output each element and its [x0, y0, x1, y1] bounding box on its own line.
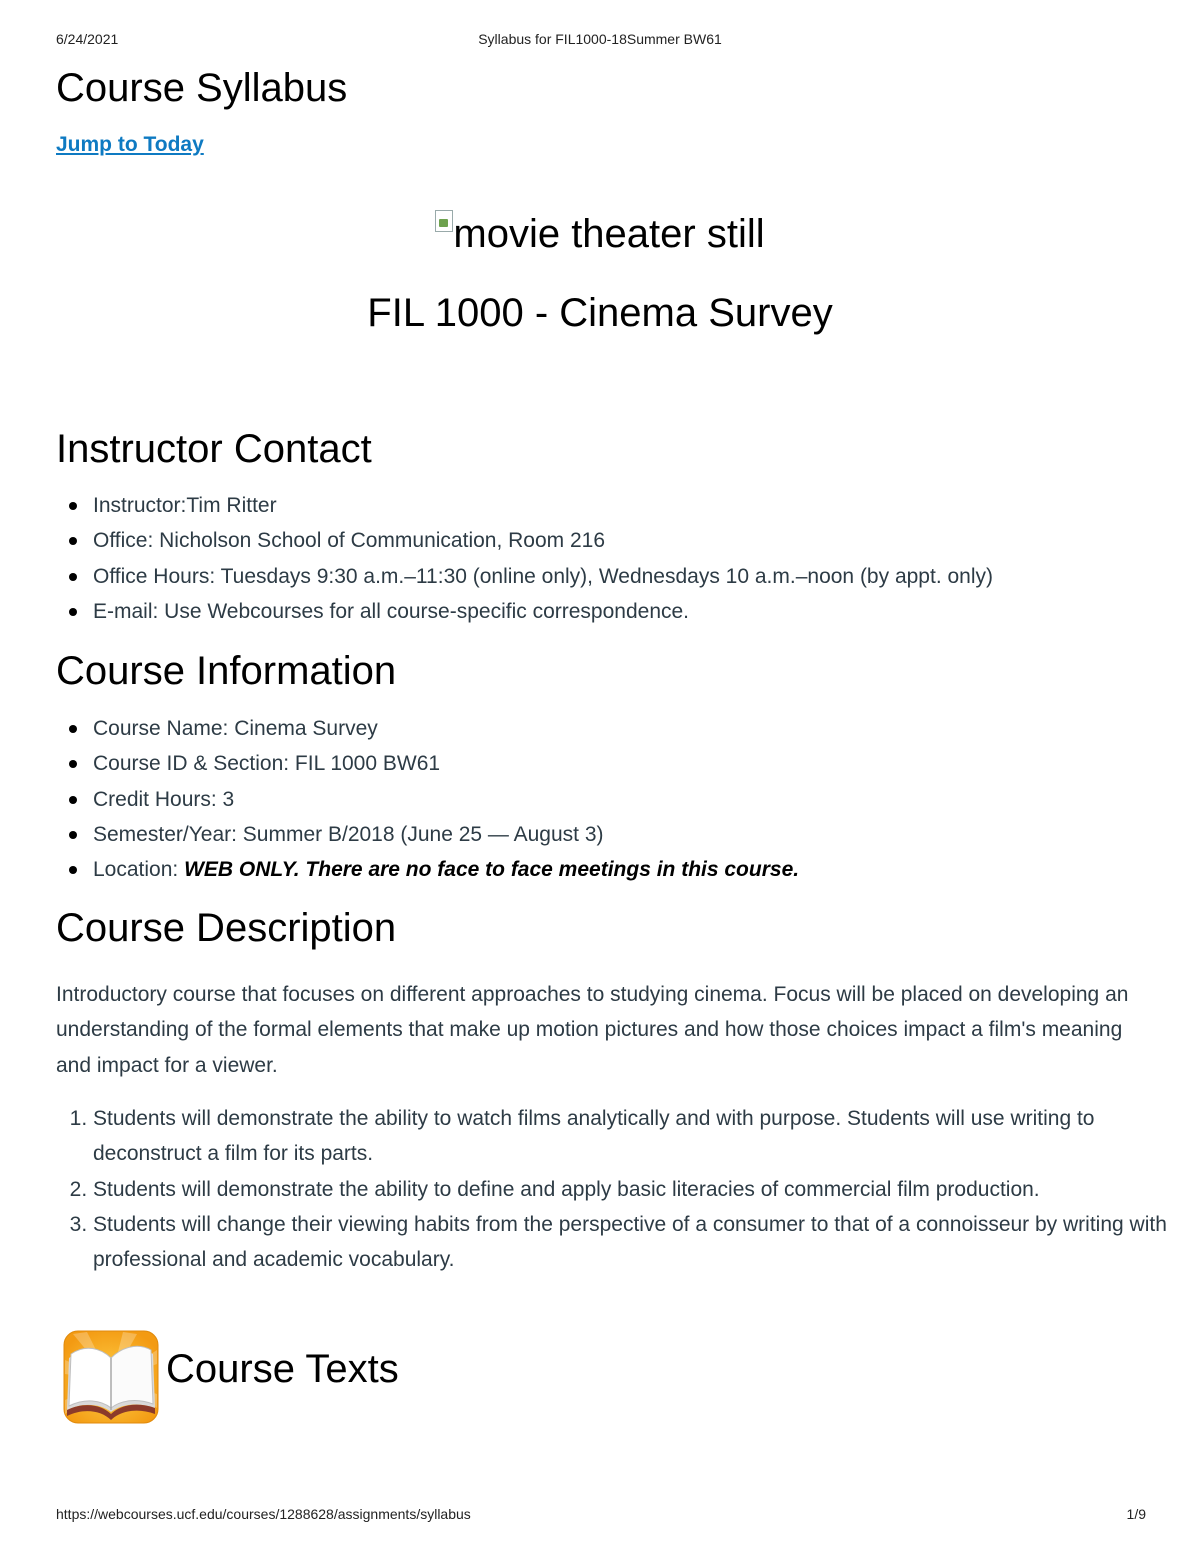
instructor-contact-heading: Instructor Contact — [56, 427, 372, 471]
course-information-list — [56, 711, 1183, 887]
print-footer-url: https://webcourses.ucf.edu/courses/1288628/assignments/syllabus — [56, 1506, 471, 1522]
list-item: Instructor:Tim Ritter — [93, 488, 1183, 523]
list-item: Course Name: Cinema Survey — [93, 711, 1183, 746]
course-description-heading: Course Description — [56, 906, 397, 950]
course-title: FIL 1000 - Cinema Survey — [367, 291, 833, 335]
list-item: Semester/Year: Summer B/2018 (June 25 — August 3) — [93, 817, 1183, 852]
instructor-contact-list — [56, 488, 1183, 629]
print-header-title: Syllabus for FIL1000-18Summer BW61 — [478, 31, 722, 47]
open-book-icon — [63, 1330, 159, 1424]
list-item: 3. Students will change their viewing habits from the perspective of a consumer to that of a connoisseur by writing with professional and academic vocabulary. — [93, 1207, 1183, 1278]
location-value: WEB ONLY. There are no face to face meetings in this course. — [184, 858, 800, 882]
location-label: Location: — [93, 858, 185, 882]
course-texts-heading: Course Texts — [166, 1347, 399, 1391]
hero-image — [0, 212, 1200, 257]
course-information-heading: Course Information — [56, 649, 397, 693]
list-item: Office Hours: Tuesdays 9:30 a.m.–11:30 (online only), Wednesdays 10 a.m.–noon (by appt. only) — [93, 559, 1183, 594]
course-objectives-list — [56, 1101, 1183, 1277]
list-item: Office: Nicholson School of Communication, Room 216 — [93, 523, 1183, 558]
list-item: Course ID & Section: FIL 1000 BW61 — [93, 746, 1183, 781]
jump-to-today-link[interactable]: Jump to Today — [56, 133, 204, 156]
list-item-location — [93, 852, 1183, 887]
page-title: Course Syllabus — [56, 66, 348, 110]
print-footer-page-number: 1/9 — [1126, 1506, 1146, 1522]
list-item: Credit Hours: 3 — [93, 782, 1183, 817]
list-item: E-mail: Use Webcourses for all course-specific correspondence. — [93, 594, 1183, 629]
course-description-paragraph: Introductory course that focuses on different approaches to studying cinema. Focus will be placed on developing an understanding of the formal elements that make up motion pictures and how those choices impact a film's meaning and impact for a viewer. — [56, 983, 1129, 1077]
hero-image-alt-text: movie theater still — [453, 212, 765, 256]
broken-image-icon — [435, 210, 453, 232]
list-item: 2. Students will demonstrate the ability to define and apply basic literacies of commercial film production. — [93, 1172, 1183, 1207]
print-header-date: 6/24/2021 — [56, 31, 119, 47]
list-item: 1. Students will demonstrate the ability to watch films analytically and with purpose. Students will use writing to deconstruct a film for its parts. — [93, 1101, 1183, 1172]
